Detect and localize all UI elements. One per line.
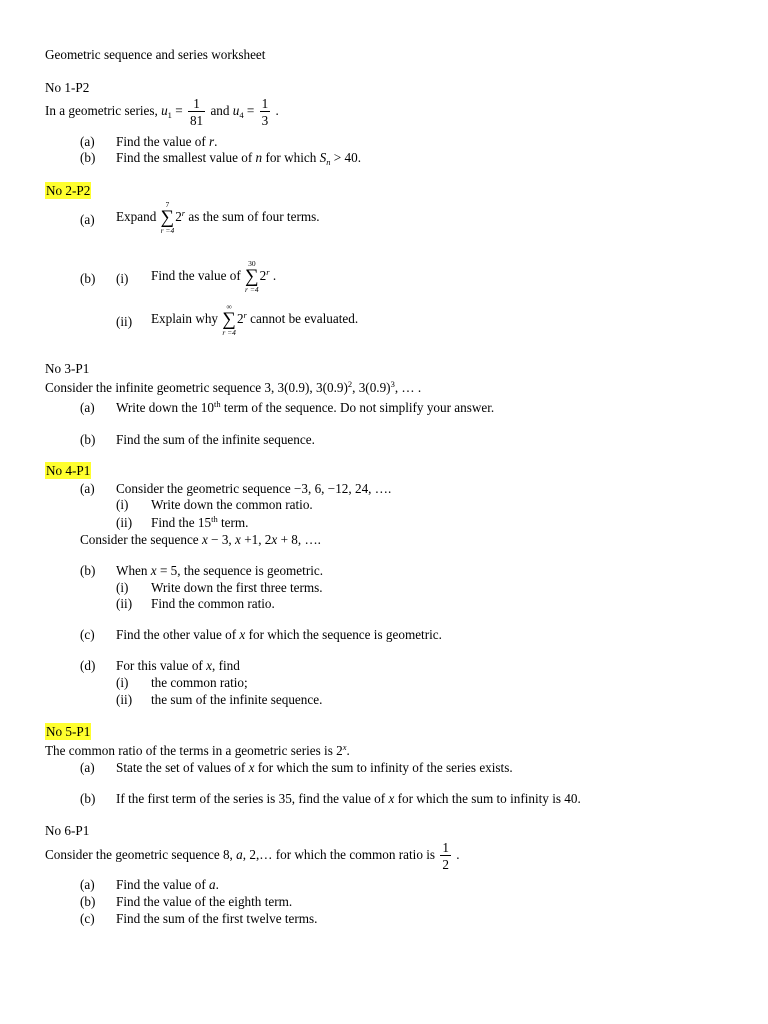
q5-b-pre: If the first term of the series is 35, find the value of xyxy=(116,791,389,806)
q1-a-var: r xyxy=(209,134,215,149)
q6-intro-post: , 2,… for which the common ratio is xyxy=(242,847,439,863)
q2-a-sigma xyxy=(161,201,175,235)
q2-bii-post: cannot be evaluated. xyxy=(246,311,359,327)
q1-b-label: (b) xyxy=(80,150,96,165)
q4-c-post: for which the sequence is geometric. xyxy=(245,627,442,642)
q2-a-exp: r xyxy=(181,208,186,219)
q4-b-text xyxy=(116,564,323,577)
q4-bii-text: Find the common ratio. xyxy=(151,596,275,611)
q2-bi-exp: r xyxy=(266,267,270,278)
q2-bii-label: (ii) xyxy=(116,314,133,329)
q5-intro-sup: x xyxy=(342,742,347,752)
q4-d-post: , find xyxy=(211,658,240,673)
q4-d-pre: For this value of xyxy=(116,658,207,673)
q1-heading: No 1-P2 xyxy=(45,80,90,95)
q4-b-pre: When xyxy=(116,563,151,578)
q6-frac-num: 1 xyxy=(442,840,449,855)
q6-intro xyxy=(45,841,460,871)
q4-b-label: (b) xyxy=(80,563,96,578)
q2-a-label: (a) xyxy=(80,212,95,227)
q5-b-text xyxy=(116,792,581,805)
q1-u4-sub: 4 xyxy=(239,110,244,121)
q1-a-label: (a) xyxy=(80,134,95,149)
q2-bi-pre: Find the value of xyxy=(151,268,245,284)
q4-heading xyxy=(45,464,91,477)
sigma-icon: ∑ xyxy=(222,309,236,330)
q6-a-text xyxy=(116,878,219,891)
q1-and: and xyxy=(207,103,233,119)
q4-bii-label: (ii) xyxy=(116,596,133,611)
q2-bii-text xyxy=(151,303,358,337)
q3-b-text: Find the sum of the infinite sequence. xyxy=(116,432,315,447)
sigma-icon: ∑ xyxy=(245,266,259,287)
q1-b-mid: for which xyxy=(262,150,320,165)
q1-frac1-den: 81 xyxy=(189,113,204,129)
q3-a-label: (a) xyxy=(80,400,95,415)
q6-intro-end: . xyxy=(452,847,460,863)
q2-bi-post: . xyxy=(269,268,277,284)
q5-a-post: for which the sum to infinity of the series exists. xyxy=(254,760,513,775)
q2-bii-sigma-upper: ∞ xyxy=(226,302,232,311)
q4-ai-label: (i) xyxy=(116,497,129,512)
q4-d-text xyxy=(116,659,240,672)
q4-aii-sup: th xyxy=(211,514,218,524)
q4-di-label: (i) xyxy=(116,675,129,690)
q1-intro-text: In a geometric series, xyxy=(45,103,162,119)
q1-b-sub: n xyxy=(326,157,331,167)
q4-dii-text: the sum of the infinite sequence. xyxy=(151,692,323,707)
q6-heading: No 6-P1 xyxy=(45,823,90,838)
q4-b-post: = 5, the sequence is geometric. xyxy=(156,563,324,578)
q1-a-text xyxy=(116,135,217,148)
q4-ai-text: Write down the common ratio. xyxy=(151,497,313,512)
q5-b-var: x xyxy=(388,791,395,806)
q6-fraction xyxy=(440,841,451,871)
q4-aii-post: term. xyxy=(217,515,249,530)
q4-c-text xyxy=(116,628,442,641)
q4-d-label: (d) xyxy=(80,658,96,673)
q2-a-term: 2 xyxy=(175,209,182,225)
q4-b-var: x xyxy=(150,563,157,578)
q2-bi-sigma-lower: r =4 xyxy=(245,285,259,294)
q4-consider-mid1: − 3, xyxy=(207,532,236,547)
q4-a-text: Consider the geometric sequence −3, 6, −12, 24, …. xyxy=(116,481,392,496)
q1-b-var-s: S xyxy=(319,150,327,165)
q4-aii-text xyxy=(151,516,248,529)
q1-frac2-num: 1 xyxy=(261,96,269,111)
q3-intro-c: , … . xyxy=(394,380,422,395)
q3-a-pre: Write down the 10 xyxy=(116,400,214,415)
q2-bi-sigma xyxy=(245,260,259,294)
q5-a-label: (a) xyxy=(80,760,95,775)
q6-a-label: (a) xyxy=(80,877,95,892)
q6-a-post: . xyxy=(215,877,219,892)
q4-consider-post: + 8, …. xyxy=(277,532,321,547)
q1-intro xyxy=(45,97,279,127)
worksheet-title: Geometric sequence and series worksheet xyxy=(45,47,266,62)
q5-heading-highlight: No 5-P1 xyxy=(46,724,91,739)
q4-dii-label: (ii) xyxy=(116,692,133,707)
q1-u1-sub: 1 xyxy=(167,110,172,121)
q2-bii-term: 2 xyxy=(236,311,244,327)
q1-equals-1: = xyxy=(171,103,186,119)
q2-bii-pre: Explain why xyxy=(151,311,222,327)
q4-consider-mid2: +1, 2 xyxy=(240,532,272,547)
q1-u4: u xyxy=(232,103,240,119)
q2-a-sigma-upper: 7 xyxy=(165,200,170,209)
q2-a-text xyxy=(116,201,320,235)
q2-b-label: (b) xyxy=(80,271,96,286)
q6-b-label: (b) xyxy=(80,894,96,909)
q6-frac-den: 2 xyxy=(442,857,449,873)
q6-a-pre: Find the value of xyxy=(116,877,210,892)
q4-bi-text: Write down the first three terms. xyxy=(151,580,323,595)
q6-b-text: Find the value of the eighth term. xyxy=(116,894,293,909)
q6-c-label: (c) xyxy=(80,911,95,926)
q1-end: . xyxy=(272,103,279,119)
q2-bi-term: 2 xyxy=(259,268,267,284)
q4-d-var: x xyxy=(206,658,212,673)
q5-heading xyxy=(45,725,91,738)
q1-equals-2: = xyxy=(243,103,258,119)
q2-a-pre: Expand xyxy=(116,209,160,225)
q1-b-post: > 40. xyxy=(330,150,361,165)
q3-intro-sup2: 3 xyxy=(390,379,395,389)
q3-intro-b: , 3(0.9) xyxy=(352,380,391,395)
q1-u1: u xyxy=(161,103,168,119)
q2-bi-sigma-upper: 30 xyxy=(248,259,256,268)
q5-a-text xyxy=(116,761,513,774)
q3-a-post: term of the sequence. Do not simplify your answer. xyxy=(220,400,495,415)
q5-b-label: (b) xyxy=(80,791,96,806)
q2-a-post: as the sum of four terms. xyxy=(185,209,320,225)
q3-intro-sup1: 2 xyxy=(347,379,353,389)
q4-consider-pre: Consider the sequence xyxy=(80,532,202,547)
q1-b-text xyxy=(116,150,361,167)
q5-b-post: for which the sum to infinity is 40. xyxy=(394,791,581,806)
q1-frac1-num: 1 xyxy=(188,97,205,112)
q1-b-var-n: n xyxy=(255,150,263,165)
q4-a-label: (a) xyxy=(80,481,95,496)
q6-a-var: a xyxy=(209,877,216,892)
q2-bi-label: (i) xyxy=(116,271,129,286)
q2-bii-sigma-lower: r =4 xyxy=(222,328,236,337)
q2-heading-highlight: No 2-P2 xyxy=(46,183,91,198)
q2-a-sigma-lower: r =4 xyxy=(160,226,175,235)
q4-consider-x1: x xyxy=(201,532,208,547)
q5-intro-text: The common ratio of the terms in a geometric series is 2 xyxy=(45,743,343,758)
q4-c-label: (c) xyxy=(80,627,95,642)
q2-bii-sigma xyxy=(222,303,236,337)
q3-a-sup: th xyxy=(214,399,221,409)
q5-intro xyxy=(45,744,350,757)
q4-bi-label: (i) xyxy=(116,580,129,595)
q2-heading xyxy=(45,184,91,197)
q1-fraction-1 xyxy=(188,97,205,127)
q5-a-var: x xyxy=(248,760,255,775)
q3-b-label: (b) xyxy=(80,432,96,447)
q1-fraction-2 xyxy=(260,97,271,127)
q1-a-post: . xyxy=(214,134,218,149)
q4-c-var: x xyxy=(239,627,246,642)
q3-intro-a: Consider the infinite geometric sequence 3, 3(0.9), 3(0.9) xyxy=(45,380,348,395)
q2-bi-text xyxy=(151,260,276,294)
q2-bii-exp: r xyxy=(243,310,247,321)
q1-frac2-den: 3 xyxy=(261,113,269,129)
q6-intro-pre: Consider the geometric sequence 8, xyxy=(45,847,237,863)
q4-di-text: the common ratio; xyxy=(151,675,248,690)
q4-consider-x2: x xyxy=(235,532,241,547)
q1-a-pre: Find the value of xyxy=(116,134,210,149)
q5-intro-end: . xyxy=(346,743,350,758)
q3-heading: No 3-P1 xyxy=(45,361,90,376)
q3-a-text xyxy=(116,401,494,414)
q4-aii-pre: Find the 15 xyxy=(151,515,212,530)
q4-heading-highlight: No 4-P1 xyxy=(46,463,91,478)
q6-intro-var: a xyxy=(236,847,243,863)
sigma-icon: ∑ xyxy=(160,207,175,228)
q1-b-pre: Find the smallest value of xyxy=(116,150,256,165)
q5-a-pre: State the set of values of xyxy=(116,760,249,775)
q6-c-text: Find the sum of the first twelve terms. xyxy=(116,911,318,926)
q3-intro xyxy=(45,381,421,394)
q4-c-pre: Find the other value of xyxy=(116,627,240,642)
q4-consider xyxy=(80,533,321,546)
q4-consider-x3: x xyxy=(271,532,278,547)
q4-aii-label: (ii) xyxy=(116,515,133,530)
